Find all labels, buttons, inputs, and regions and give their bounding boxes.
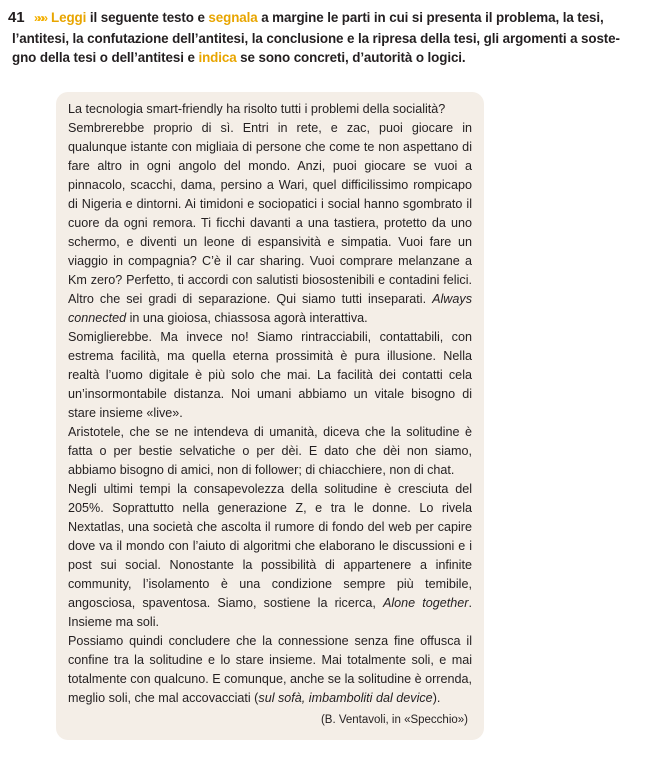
exercise-prompt [8, 8, 636, 68]
exercise-header [8, 8, 636, 68]
prompt-line-2: l’antitesi, la confutazione dell’antitesi, la conclusione e la ripresa della tesi, gli argomenti a soste- [12, 30, 620, 46]
keyword-leggi: Leggi [51, 10, 87, 25]
source-citation: (B. Ventavoli, in «Specchio») [320, 714, 468, 726]
passage-box [56, 92, 484, 740]
passage-title: La tecnologia smart-friendly ha risolto tutti i problemi della socialità? [68, 102, 446, 116]
keyword-segnala: segnala [208, 10, 258, 25]
chevron-icon: »»» [34, 11, 46, 25]
passage [68, 100, 472, 730]
paragraph-5: Possiamo quindi concludere che la connessione senza fine offusca il confine tra la solitudine e lo stare insieme. Mai totalmente soli, e mai totalmente con qualcuno. E comunque, anche se la solitudine è orrenda, meglio soli, che mal accovacciati (sul sofà, imbamboliti dal device). [68, 634, 472, 705]
paragraph-2: Somiglierebbe. Ma invece no! Siamo rintracciabili, contattabili, con estrema facilità, ma quella eterna prossimità è pura illusione. Nella realtà l’uomo digitale è più solo che mai. La facilità dei contatti cela un’insormontabile distanza. Noi umani abbiamo un vitale bisogno di stare insieme «live». [68, 330, 472, 420]
paragraph-1: Sembrerebbe proprio di sì. Entri in rete, e zac, puoi giocare in qualunque istante con migliaia di persone che come te non aspettano di fare altro in ogni angolo del mondo. Anzi, puoi giocare se vuoi a pinnacolo, scacchi, dama, persino a Wari, quel difficilissimo rompicapo di Nigeria e dintorni. Ai timidoni e sociopatici i social hanno sgombrato il cuore da ogni remora. Ti ficchi davanti a una tastiera, protetto da uno schermo, e diventi un leone di espansività e simpatia. Vuoi fare un viaggio in compagnia? C’è il car sharing. Vuoi comprare melanzane a Km zero? Perfetto, ti accordi con salutisti biosostenibili e contadini felici. Altro che sei gradi di separazione. Qui siamo tutti inseparati. Always connected in una gioiosa, chiassosa agorà interattiva. [68, 121, 472, 325]
paragraph-3: Aristotele, che se ne intendeva di umanità, diceva che la solitudine è fatta o per bestie selvatiche o per dèi. E dato che dèi non siamo, abbiamo bisogno di amici, non di follower; di chiacchiere, non di chat. [68, 425, 472, 477]
prompt-line-3a: gno della tesi o dell’antitesi e [12, 50, 199, 65]
prompt-text: a margine le parti in cui si presenta il problema, la tesi, [257, 10, 604, 25]
keyword-indica: indica [198, 50, 237, 65]
prompt-text: il seguente testo e [86, 10, 209, 25]
exercise-number: 41 [8, 9, 25, 26]
emphasis-always-connected: Always connected [68, 292, 472, 325]
emphasis-alone-together: Alone together [382, 596, 469, 610]
paragraph-4: Negli ultimi tempi la consapevolezza della solitudine è cresciuta del 205%. Soprattutto nella generazione Z, e tra le donne. Lo rivela Nextatlas, una società che ascolta il rumore di fondo del web per capire dove va il mondo con l’aiuto di algoritmi che elaborano le discussioni e i post sui social. Nonostante la possibilità di appartenere a infinite community, l’isolamento è una condizione sempre più temibile, angosciosa, spaventosa. Siamo, sostiene la ricerca, Alone together. Insieme ma soli. [68, 482, 472, 629]
prompt-line-3c: se sono concreti, d’autorità o logici. [236, 50, 466, 65]
emphasis-sofa: sul sofà, imbamboliti dal device [258, 691, 433, 705]
